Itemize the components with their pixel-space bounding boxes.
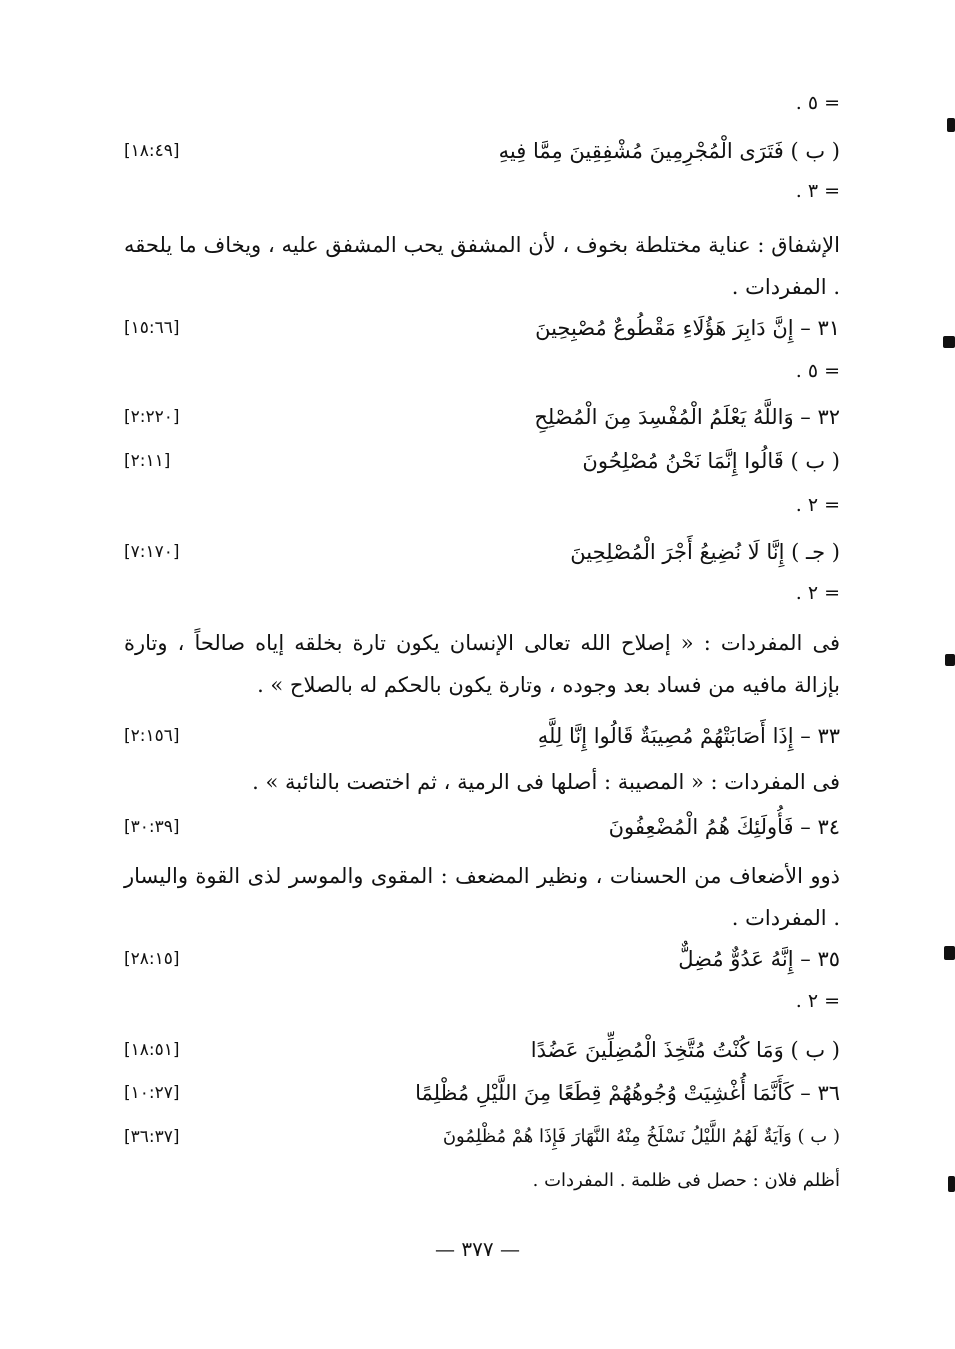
- verse-reference: [١٠:٢٧]: [124, 1083, 180, 1103]
- verse-line: [124, 537, 840, 567]
- text-line: = ٥ .: [795, 92, 840, 114]
- verse-reference: [٢:٢٢٠]: [124, 407, 180, 427]
- verse-text: ٣١ – إِنَّ دَابِرَ هَؤُلَاءِ مَقْطُوعٌ مُصْبِحِينَ: [535, 316, 840, 340]
- verse-text: ( ب ) وَآيَةٌ لَهُمُ اللَّيْلُ نَسْلَخُ مِنْهُ النَّهَارَ فَإِذَا هُمْ مُظْلِمُونَ: [442, 1126, 840, 1147]
- verse-reference: [٣٦:٣٧]: [124, 1127, 180, 1147]
- scan-edge-mark: [947, 118, 955, 132]
- verse-reference: [٢:١٥٦]: [124, 726, 180, 746]
- page-number: — ٣٧٧ —: [435, 1237, 520, 1261]
- text-line: = ٢ .: [795, 494, 840, 516]
- commentary-paragraph: فى المفردات : « إصلاح الله تعالى الإنسان يكون تارة بخلقه إياه صالحاً ، وتارة بإزالة مافيه من فساد بعد وجوده ، وتارة يكون بالحكم له بالصلاح » .: [124, 631, 840, 697]
- verse-reference: [٢٨:١٥]: [124, 949, 180, 969]
- scan-edge-mark: [945, 654, 955, 666]
- verse-line: [124, 812, 840, 842]
- text-line: = ٥ .: [795, 360, 840, 382]
- verse-line: [124, 944, 840, 974]
- verse-line: [124, 1122, 840, 1152]
- scan-edge-mark: [944, 946, 955, 960]
- text-line: = ٢ .: [795, 582, 840, 604]
- verse-reference: [٧:١٧٠]: [124, 542, 180, 562]
- text-line: = ٣ .: [795, 180, 840, 202]
- verse-line: [124, 136, 840, 166]
- verse-reference: [٣٠:٣٩]: [124, 817, 180, 837]
- commentary-paragraph: الإشفاق : عناية مختلطة بخوف ، لأن المشفق يحب المشفق عليه ، ويخاف ما يلحقه . المفردات .: [124, 233, 840, 299]
- verse-line: [124, 1078, 840, 1108]
- verse-text: ( ب ) وَمَا كُنْتُ مُتَّخِذَ الْمُضِلِّينَ عَضُدًا: [530, 1038, 840, 1062]
- verse-line: [124, 313, 840, 343]
- verse-reference: [١٨:٥١]: [124, 1040, 180, 1060]
- text-line: = ٢ .: [795, 990, 840, 1012]
- verse-text: ٣٤ – فَأُولَئِكَ هُمُ الْمُضْعِفُونَ: [608, 815, 840, 839]
- verse-line: [124, 402, 840, 432]
- verse-text: ٣٦ – كَأَنَّمَا أُغْشِيَتْ وُجُوهُهُمْ قِطَعًا مِنَ اللَّيْلِ مُظْلِمًا: [415, 1081, 840, 1105]
- verse-reference: [٢:١١]: [124, 451, 171, 471]
- verse-text: ٣٢ – وَاللَّهُ يَعْلَمُ الْمُفْسِدَ مِنَ الْمُصْلِحِ: [534, 405, 840, 429]
- verse-text: ( ب ) فَتَرَى الْمُجْرِمِينَ مُشْفِقِينَ مِمَّا فِيهِ: [498, 139, 840, 163]
- verse-text: ( ب ) قَالُوا إِنَّمَا نَحْنُ مُصْلِحُونَ: [582, 449, 840, 473]
- verse-text: ( جـ ) إِنَّا لَا نُضِيعُ أَجْرَ الْمُصْلِحِينَ: [570, 540, 840, 564]
- verse-line: [124, 446, 840, 476]
- verse-line: [124, 721, 840, 751]
- commentary-paragraph: ذوو الأضعاف من الحسنات ، ونظير المضعف : المقوى والموسر لذى القوة واليسار . المفردات .: [124, 864, 840, 930]
- commentary-line: فى المفردات : « المصيبة : أصلها فى الرمية ، ثم اختصت بالنائبة » .: [252, 770, 840, 794]
- verse-text: ٣٣ – إِذَا أَصَابَتْهُمْ مُصِيبَةٌ قَالُوا إِنَّا لِلَّهِ: [537, 724, 840, 748]
- commentary-line: أظلم فلان : حصل فى ظلمة . المفردات .: [532, 1170, 840, 1191]
- verse-line: [124, 1035, 840, 1065]
- verse-reference: [١٨:٤٩]: [124, 141, 180, 161]
- verse-reference: [١٥:٦٦]: [124, 318, 180, 338]
- verse-text: ٣٥ – إِنَّهُ عَدُوٌّ مُضِلٌّ: [678, 947, 840, 971]
- scan-edge-mark: [943, 336, 955, 348]
- scan-edge-mark: [948, 1176, 955, 1192]
